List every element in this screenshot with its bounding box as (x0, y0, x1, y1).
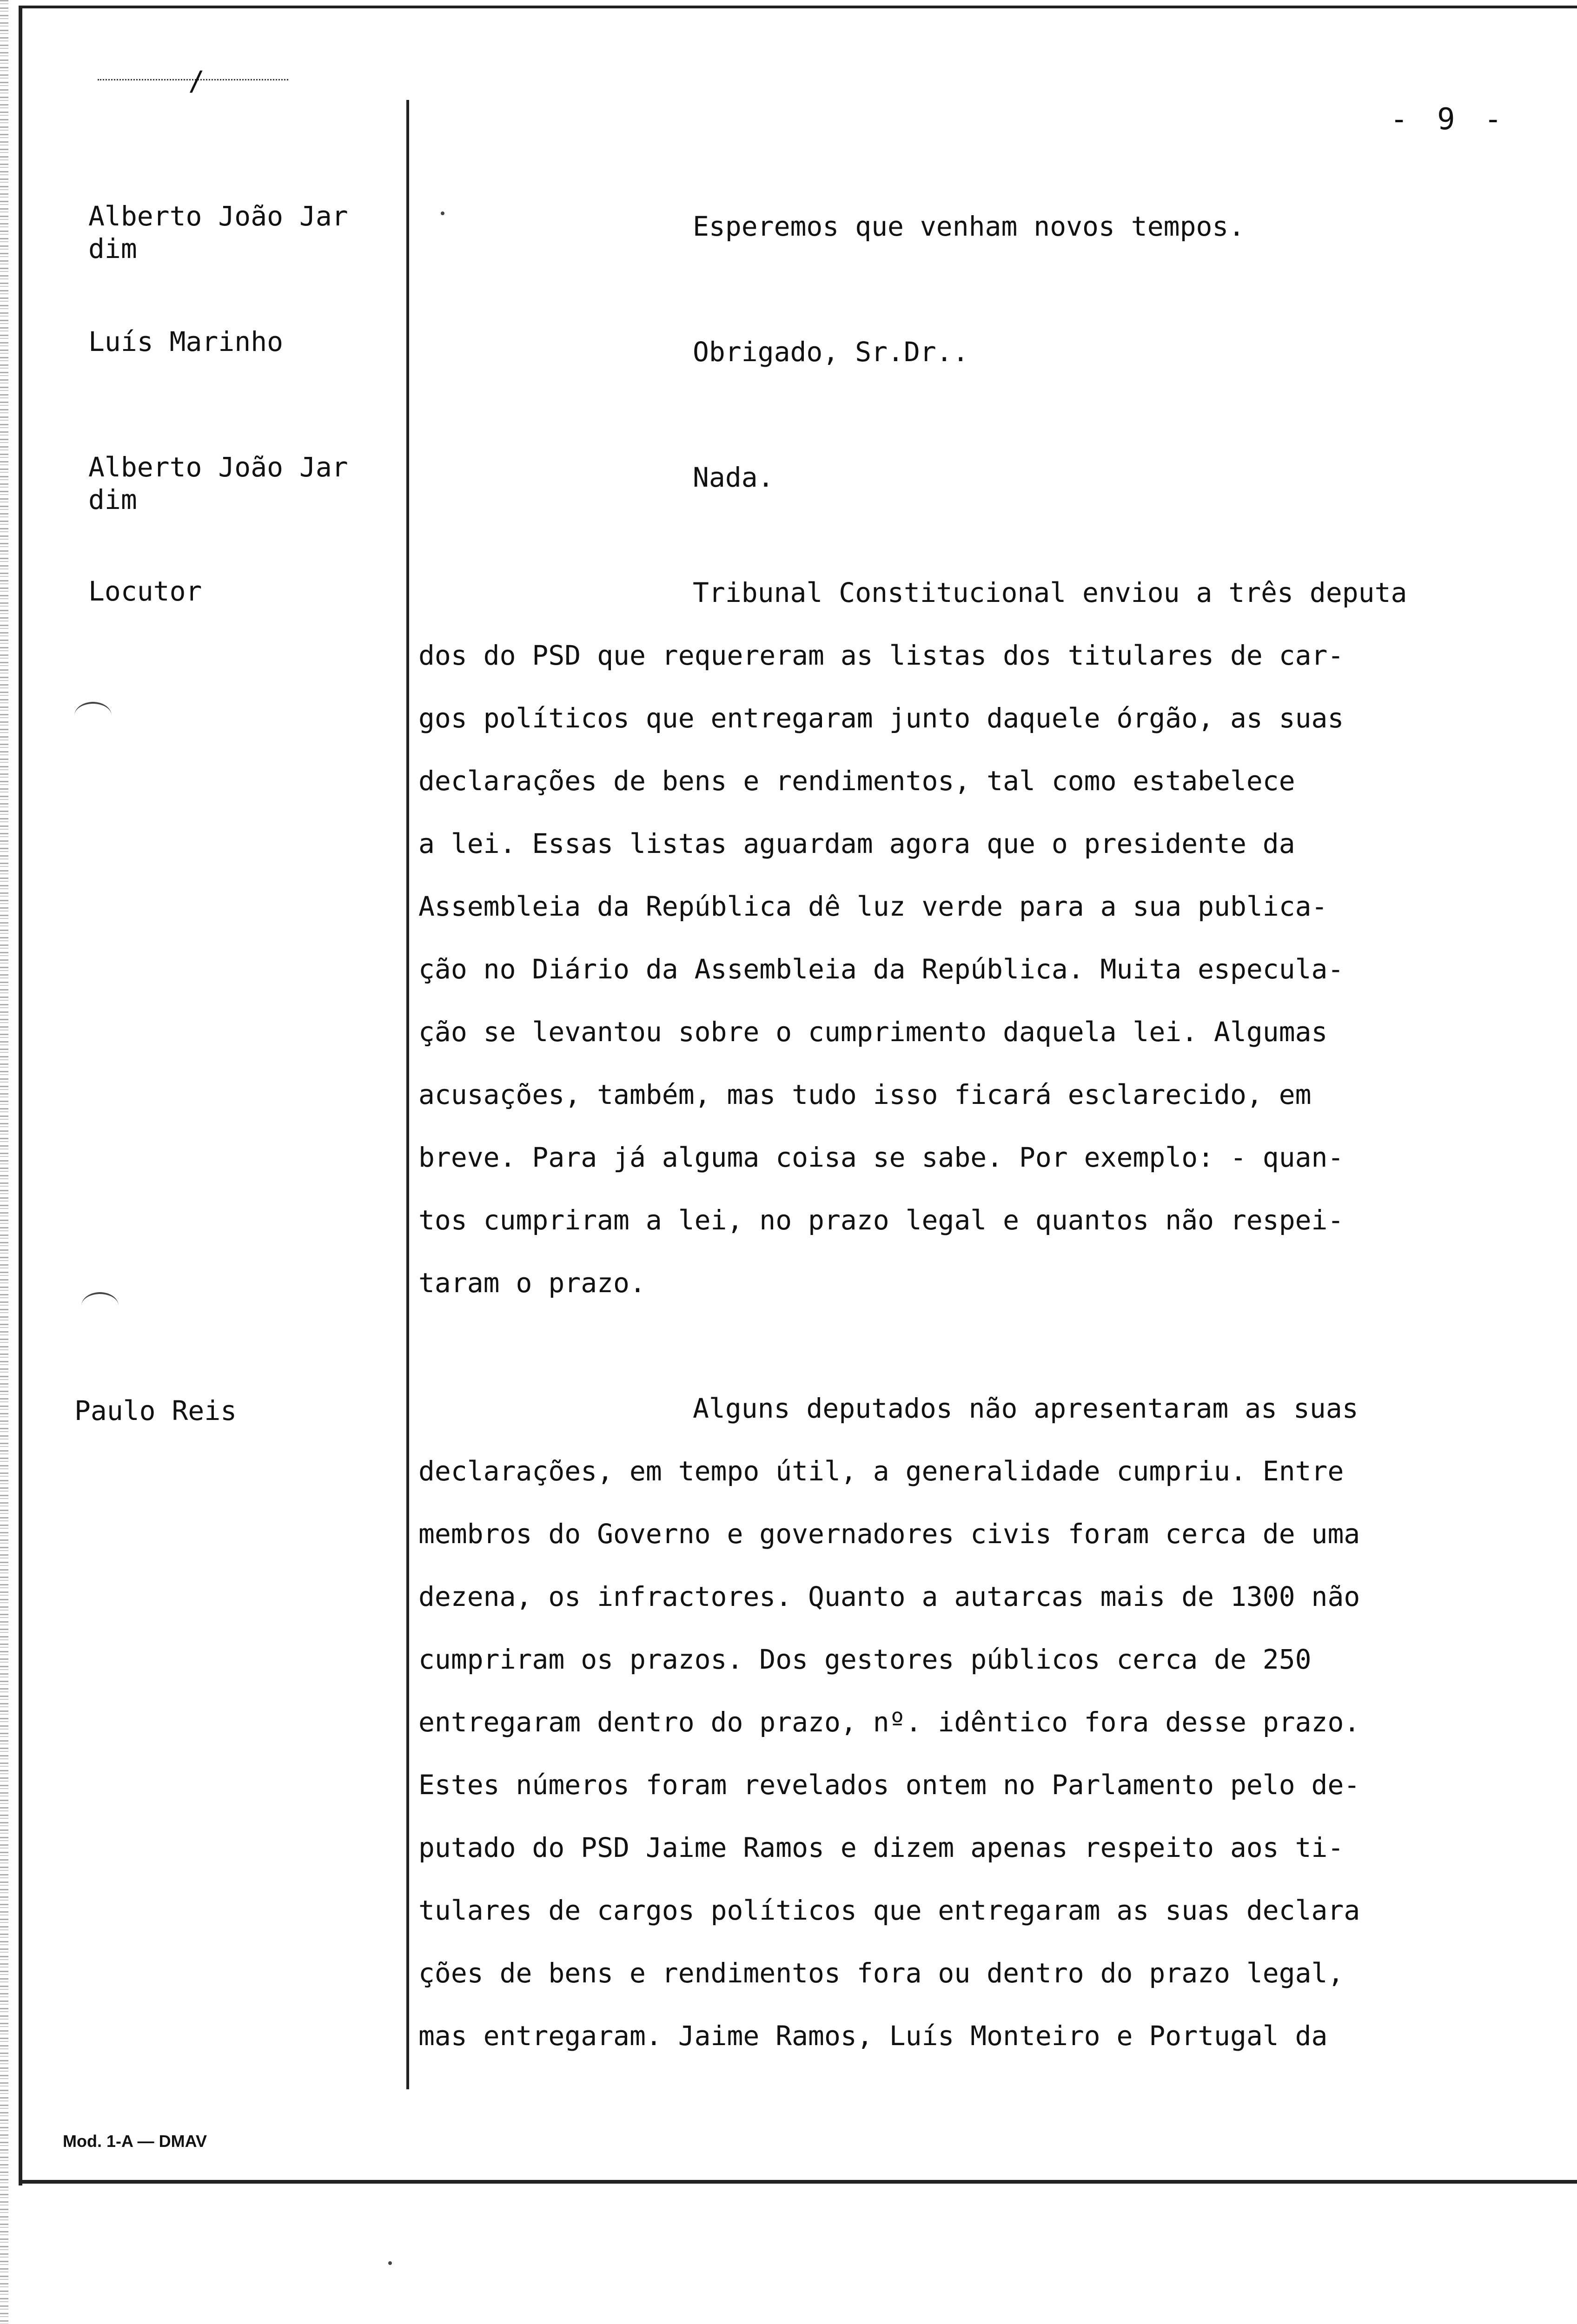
speech-paragraph (418, 446, 1553, 509)
scan-edge (0, 0, 8, 2324)
speaker-name: Paulo Reis (74, 1395, 237, 1426)
speaker-name: Alberto João Jar dim (88, 451, 348, 515)
speech-text: Obrigado, Sr.Dr.. (693, 336, 969, 368)
scan-mark (81, 1292, 119, 1320)
scan-speck (388, 2261, 392, 2265)
page-frame-top (19, 6, 1577, 8)
page-number: - 9 - (1390, 102, 1508, 137)
scan-speck (441, 211, 444, 215)
speech-paragraph (418, 561, 1553, 1314)
speech-paragraph (418, 1377, 1553, 2067)
page-frame-bottom (19, 2180, 1577, 2184)
speaker-name: Luís Marinho (88, 326, 284, 357)
speech-text: Tribunal Constitucional enviou a três deputa dos do PSD que requereram as listas dos titulares de car- gos políticos que entregaram junto daquele órgão, as suas declarações de bens e rendimentos, tal como estabelece a lei. Essas listas aguardam agora que o presidente da Assembleia da República dê luz verde para a sua publica- ção no Diário da Assembleia da República. Muita especula- ção se levantou sobre o cumprimento daquela lei. Algumas acusações, também, mas tudo isso ficará esclarecido, em breve. Para já alguma coisa se sabe. Por exemplo: - quan- tos cumpriram a lei, no prazo legal e quantos não respei- taram o prazo. (418, 577, 1407, 1299)
page-frame-left (19, 6, 22, 2185)
speech-text: Nada. (693, 462, 774, 493)
speech-paragraph (418, 195, 1553, 258)
scan-mark (74, 702, 112, 729)
speech-text: Esperemos que venham novos tempos. (693, 211, 1245, 242)
speech-text: Alguns deputados não apresentaram as suas declarações, em tempo útil, a generalidade cumpriu. Entre membros do Governo e governadores civis foram cerca de uma dezena, os infractores. Quanto a autarcas mais de 1300 não cumpriram os prazos. Dos gestores públicos cerca de 250 entregaram dentro do prazo, nº. idêntico fora desse prazo. Estes números foram revelados ontem no Parlamento pelo de- putado do PSD Jaime Ramos e dizem apenas respeito aos ti- tulares de cargos políticos que entregaram as suas declara ções de bens e rendimentos fora ou dentro do prazo legal, mas entregaram. Jaime Ramos, Luís Monteiro e Portugal da (418, 1393, 1360, 2052)
form-code: Mod. 1-A — DMAV (63, 2132, 207, 2151)
speech-paragraph (418, 321, 1553, 383)
column-divider (406, 100, 409, 2089)
signature-mark: / (188, 65, 205, 97)
speaker-name: Locutor (88, 575, 202, 607)
speaker-name: Alberto João Jar dim (88, 200, 348, 264)
